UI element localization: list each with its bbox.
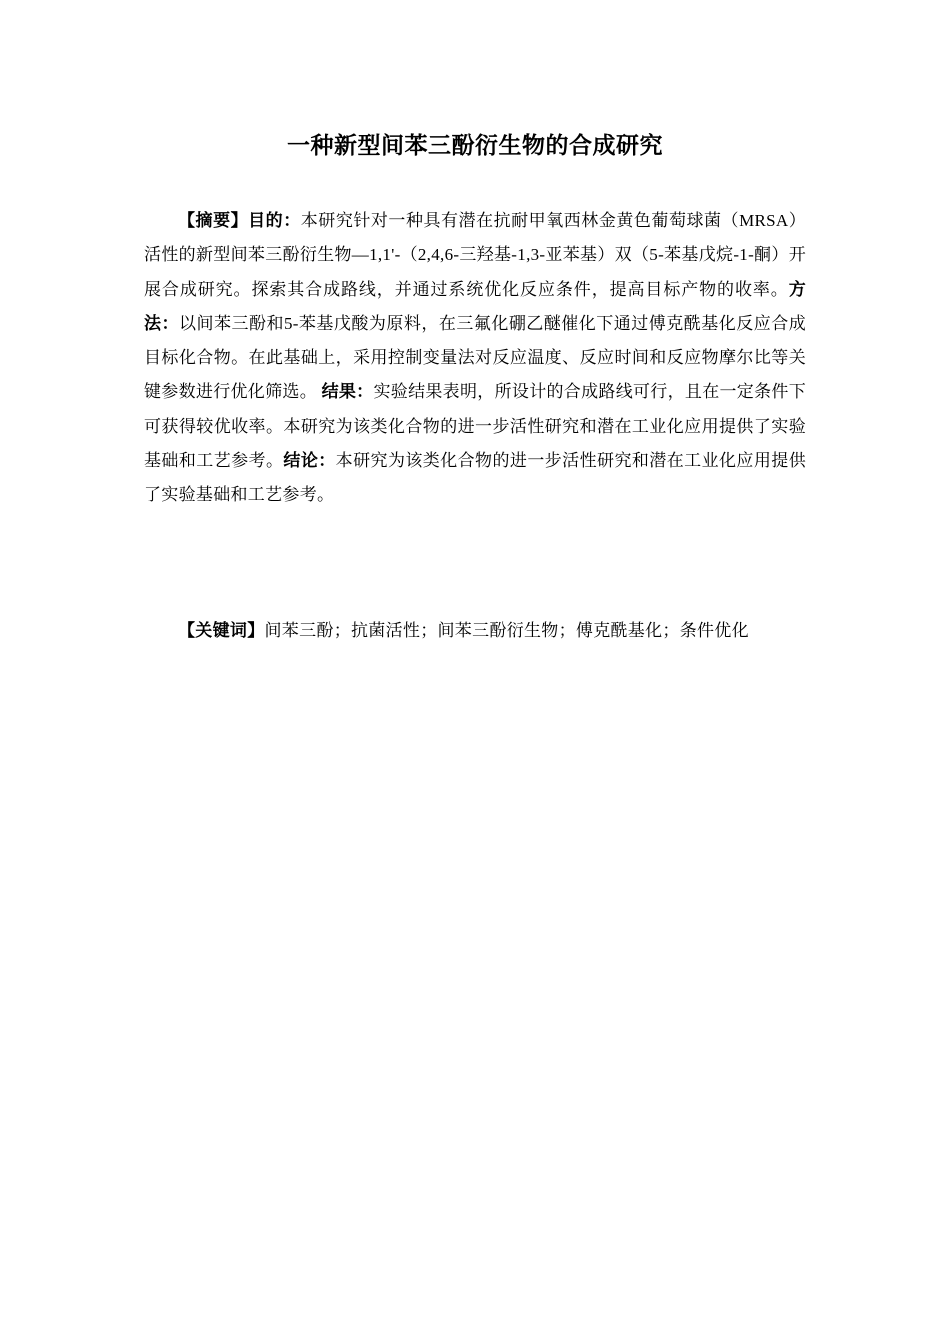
results-text: 实验结果表明，所设计的合成路线可行，且在一定条件下可获得较优收率。本研究为该类化合物的进一步活性研究和潜在工业化应用提供了实验基础和工艺参考。 [144, 382, 807, 471]
abstract-paragraph [144, 204, 806, 513]
objective-text: 本研究针对一种具有潜在抗耐甲氧西林金黄色葡萄球菌（MRSA）活性的新型间苯三酚衍生物—1,1'-（2,4,6-三羟基-1,3-亚苯基）双（5-苯基戊烷-1-酮）开展合成研究。探索其合成路线，并通过系统优化反应条件，提高目标产物的收率。 [144, 211, 807, 299]
conclusion-label: 结论： [283, 451, 336, 471]
results-label: 结果： [321, 382, 374, 402]
keywords-text: 间苯三酚；抗菌活性；间苯三酚衍生物；傅克酰基化；条件优化 [264, 621, 749, 640]
document-title: 一种新型间苯三酚衍生物的合成研究 [287, 132, 663, 158]
keywords-paragraph [144, 614, 806, 648]
methods-label: 方法： [144, 279, 806, 333]
conclusion-text: 本研究为该类化合物的进一步活性研究和潜在工业化应用提供了实验基础和工艺参考。 [144, 451, 806, 505]
abstract-heading: 【摘要】 [178, 211, 249, 230]
keywords-heading: 【关键词】 [178, 621, 265, 640]
methods-text: 以间苯三酚和5-苯基戊酸为原料，在三氟化硼乙醚催化下通过傅克酰基化反应合成目标化合物。在此基础上，采用控制变量法对反应温度、反应时间和反应物摩尔比等关键参数进行优化筛选。 [144, 313, 806, 402]
objective-label: 目的： [248, 211, 301, 230]
